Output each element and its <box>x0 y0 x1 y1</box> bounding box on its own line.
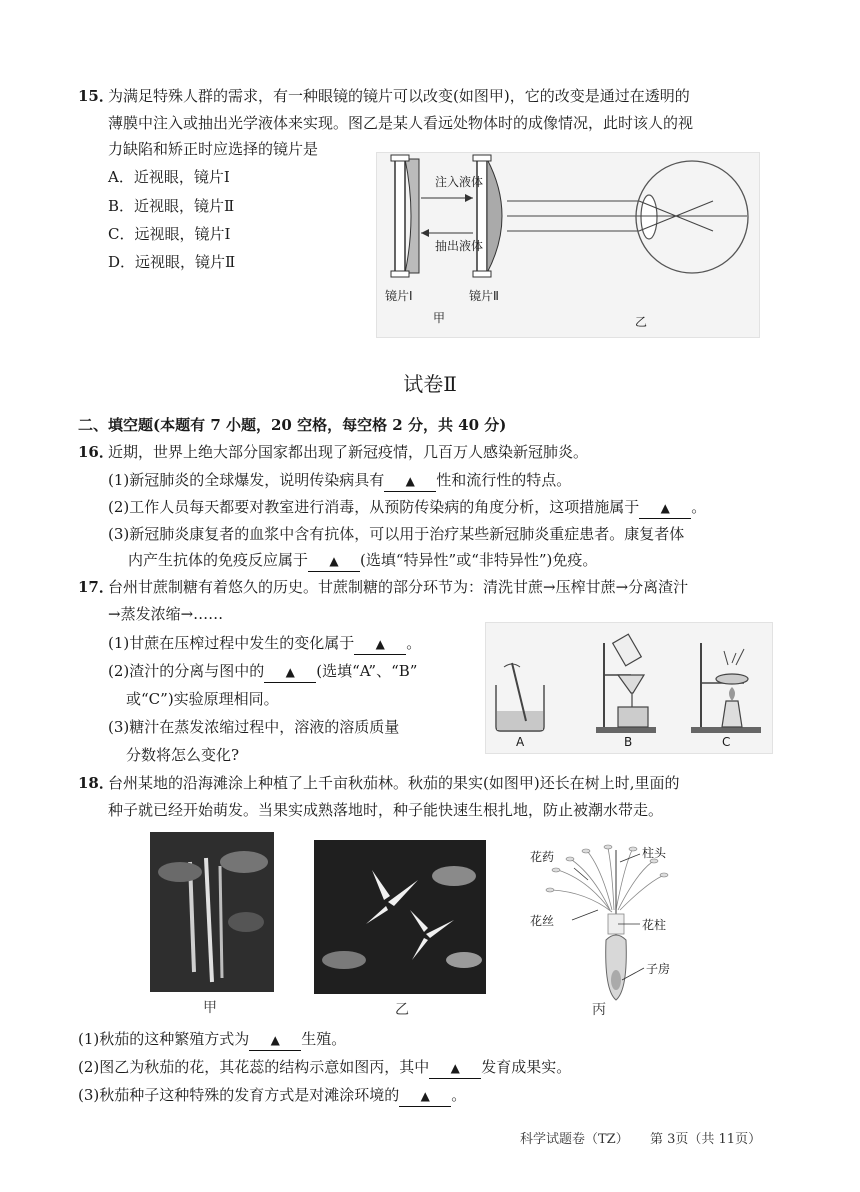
q18-part2: (2)图乙为秋茄的花，其花蕊的结构示意如图丙，其中 ▲ 发育成果实。 <box>78 1057 571 1079</box>
fig-label-b: B <box>624 735 633 749</box>
figure-caption-yi: 乙 <box>635 315 648 329</box>
answer-blank[interactable]: ▲ <box>249 1030 301 1051</box>
stamen-pistil-diagram <box>528 840 698 1008</box>
kandelia-flower-photo <box>314 840 486 994</box>
extract-liquid-label: 抽出液体 <box>435 239 484 253</box>
answer-blank[interactable]: ▲ <box>399 1086 451 1107</box>
q17-figure <box>485 622 773 754</box>
q17-part2-line1: (2)渣汁的分离与图中的 ▲ (选填“A”、“B” <box>108 661 417 683</box>
kandelia-fruit-photo <box>150 832 274 992</box>
footer-page-number: 第 3页（共 11页） <box>650 1132 762 1147</box>
q17-part1: (1)甘蔗在压榨过程中发生的变化属于 ▲ 。 <box>108 633 421 655</box>
answer-blank[interactable]: ▲ <box>354 634 406 655</box>
q17-stem-line1: 台州甘蔗制糖有着悠久的历史。甘蔗制糖的部分环节为：清洗甘蔗→压榨甘蔗→分离渣汁 <box>108 578 689 596</box>
q18-part1: (1)秋茄的这种繁殖方式为 ▲ 生殖。 <box>78 1029 346 1051</box>
footer-paper-name: 科学试题卷（TZ） <box>520 1132 629 1147</box>
label-anther: 花药 <box>530 850 555 864</box>
beaker-stirring-icon <box>496 663 544 731</box>
evaporation-setup-icon <box>691 643 761 733</box>
q16-part3-line2: 内产生抗体的免疫反应属于 ▲ (选填“特异性”或“非特异性”)免疫。 <box>128 550 597 572</box>
q15-figure <box>376 152 760 338</box>
label-stigma: 柱头 <box>642 846 667 860</box>
answer-blank[interactable]: ▲ <box>264 662 316 683</box>
label-filament: 花丝 <box>530 914 555 928</box>
section-title: 试卷Ⅱ <box>403 372 457 396</box>
q16-part2: (2)工作人员每天都要对教室进行消毒，从预防传染病的角度分析，这项措施属于 ▲ 。 <box>108 497 706 519</box>
filtration-setup-icon <box>596 634 656 733</box>
q15-option-c: C．远视眼，镜片Ⅰ <box>108 225 231 243</box>
q18-stem-line2: 种子就已经开始萌发。当果实成熟落地时，种子能快速生根扎地，防止被潮水带走。 <box>108 801 664 819</box>
q17-number: 17． <box>78 578 114 596</box>
photo-caption-yi: 乙 <box>395 1002 409 1018</box>
fig-label-c: C <box>722 735 731 749</box>
eye-icon <box>636 161 748 273</box>
q16-part3-line1: (3)新冠肺炎康复者的血浆中含有抗体，可以用于治疗某些新冠肺炎重症患者。康复者体 <box>108 525 685 543</box>
q16-stem: 近期，世界上绝大部分国家都出现了新冠疫情，几百万人感染新冠肺炎。 <box>108 443 589 461</box>
q17-part2-line2: 或“C”)实验原理相同。 <box>126 690 279 708</box>
q15-stem-line1: 为满足特殊人群的需求，有一种眼镜的镜片可以改变(如图甲)，它的改变是通过在透明的 <box>108 87 690 105</box>
answer-blank[interactable]: ▲ <box>308 551 360 572</box>
q15-option-a: A．近视眼，镜片Ⅰ <box>108 168 230 186</box>
q16-part1: (1)新冠肺炎的全球爆发，说明传染病具有 ▲ 性和流行性的特点。 <box>108 470 571 492</box>
label-ovary: 子房 <box>646 962 671 976</box>
q15-option-b: B．近视眼，镜片Ⅱ <box>108 197 235 215</box>
q17-stem-line2: →蒸发浓缩→…… <box>108 605 224 623</box>
answer-blank[interactable]: ▲ <box>384 471 436 492</box>
fig-label-a: A <box>516 735 525 749</box>
answer-blank[interactable]: ▲ <box>429 1058 481 1079</box>
q15-number: 15． <box>78 87 114 105</box>
part2-header: 二、填空题(本题有 7 小题，20 空格，每空格 2 分，共 40 分) <box>78 416 507 434</box>
photo-caption-jia: 甲 <box>203 1000 217 1016</box>
lens-i-label: 镜片Ⅰ <box>385 289 413 303</box>
q16-number: 16． <box>78 443 114 461</box>
diagram-caption-bing: 丙 <box>592 1002 606 1018</box>
q18-number: 18． <box>78 774 114 792</box>
label-style: 花柱 <box>642 918 667 932</box>
q17-part3-line1: (3)糖汁在蒸发浓缩过程中，溶液的溶质质量 <box>108 718 400 736</box>
q18-stem-line1: 台州某地的沿海滩涂上种植了上千亩秋茄林。秋茄的果实(如图甲)还长在树上时,里面的 <box>108 774 680 792</box>
q15-option-d: D．远视眼，镜片Ⅱ <box>108 253 236 271</box>
q17-part3-line2: 分数将怎么变化? <box>126 746 240 764</box>
lens-i-icon <box>391 155 419 277</box>
figure-caption-jia: 甲 <box>433 311 446 325</box>
q18-part3: (3)秋茄种子这种特殊的发育方式是对滩涂环境的 ▲ 。 <box>78 1085 466 1107</box>
inject-liquid-label: 注入液体 <box>435 175 484 189</box>
q15-stem-line2: 薄膜中注入或抽出光学液体来实现。图乙是某人看远处物体时的成像情况，此时该人的视 <box>108 114 694 132</box>
answer-blank[interactable]: ▲ <box>639 498 691 519</box>
lens-ii-label: 镜片Ⅱ <box>469 289 499 303</box>
q15-stem-line3: 力缺陷和矫正时应选择的镜片是 <box>108 140 319 158</box>
